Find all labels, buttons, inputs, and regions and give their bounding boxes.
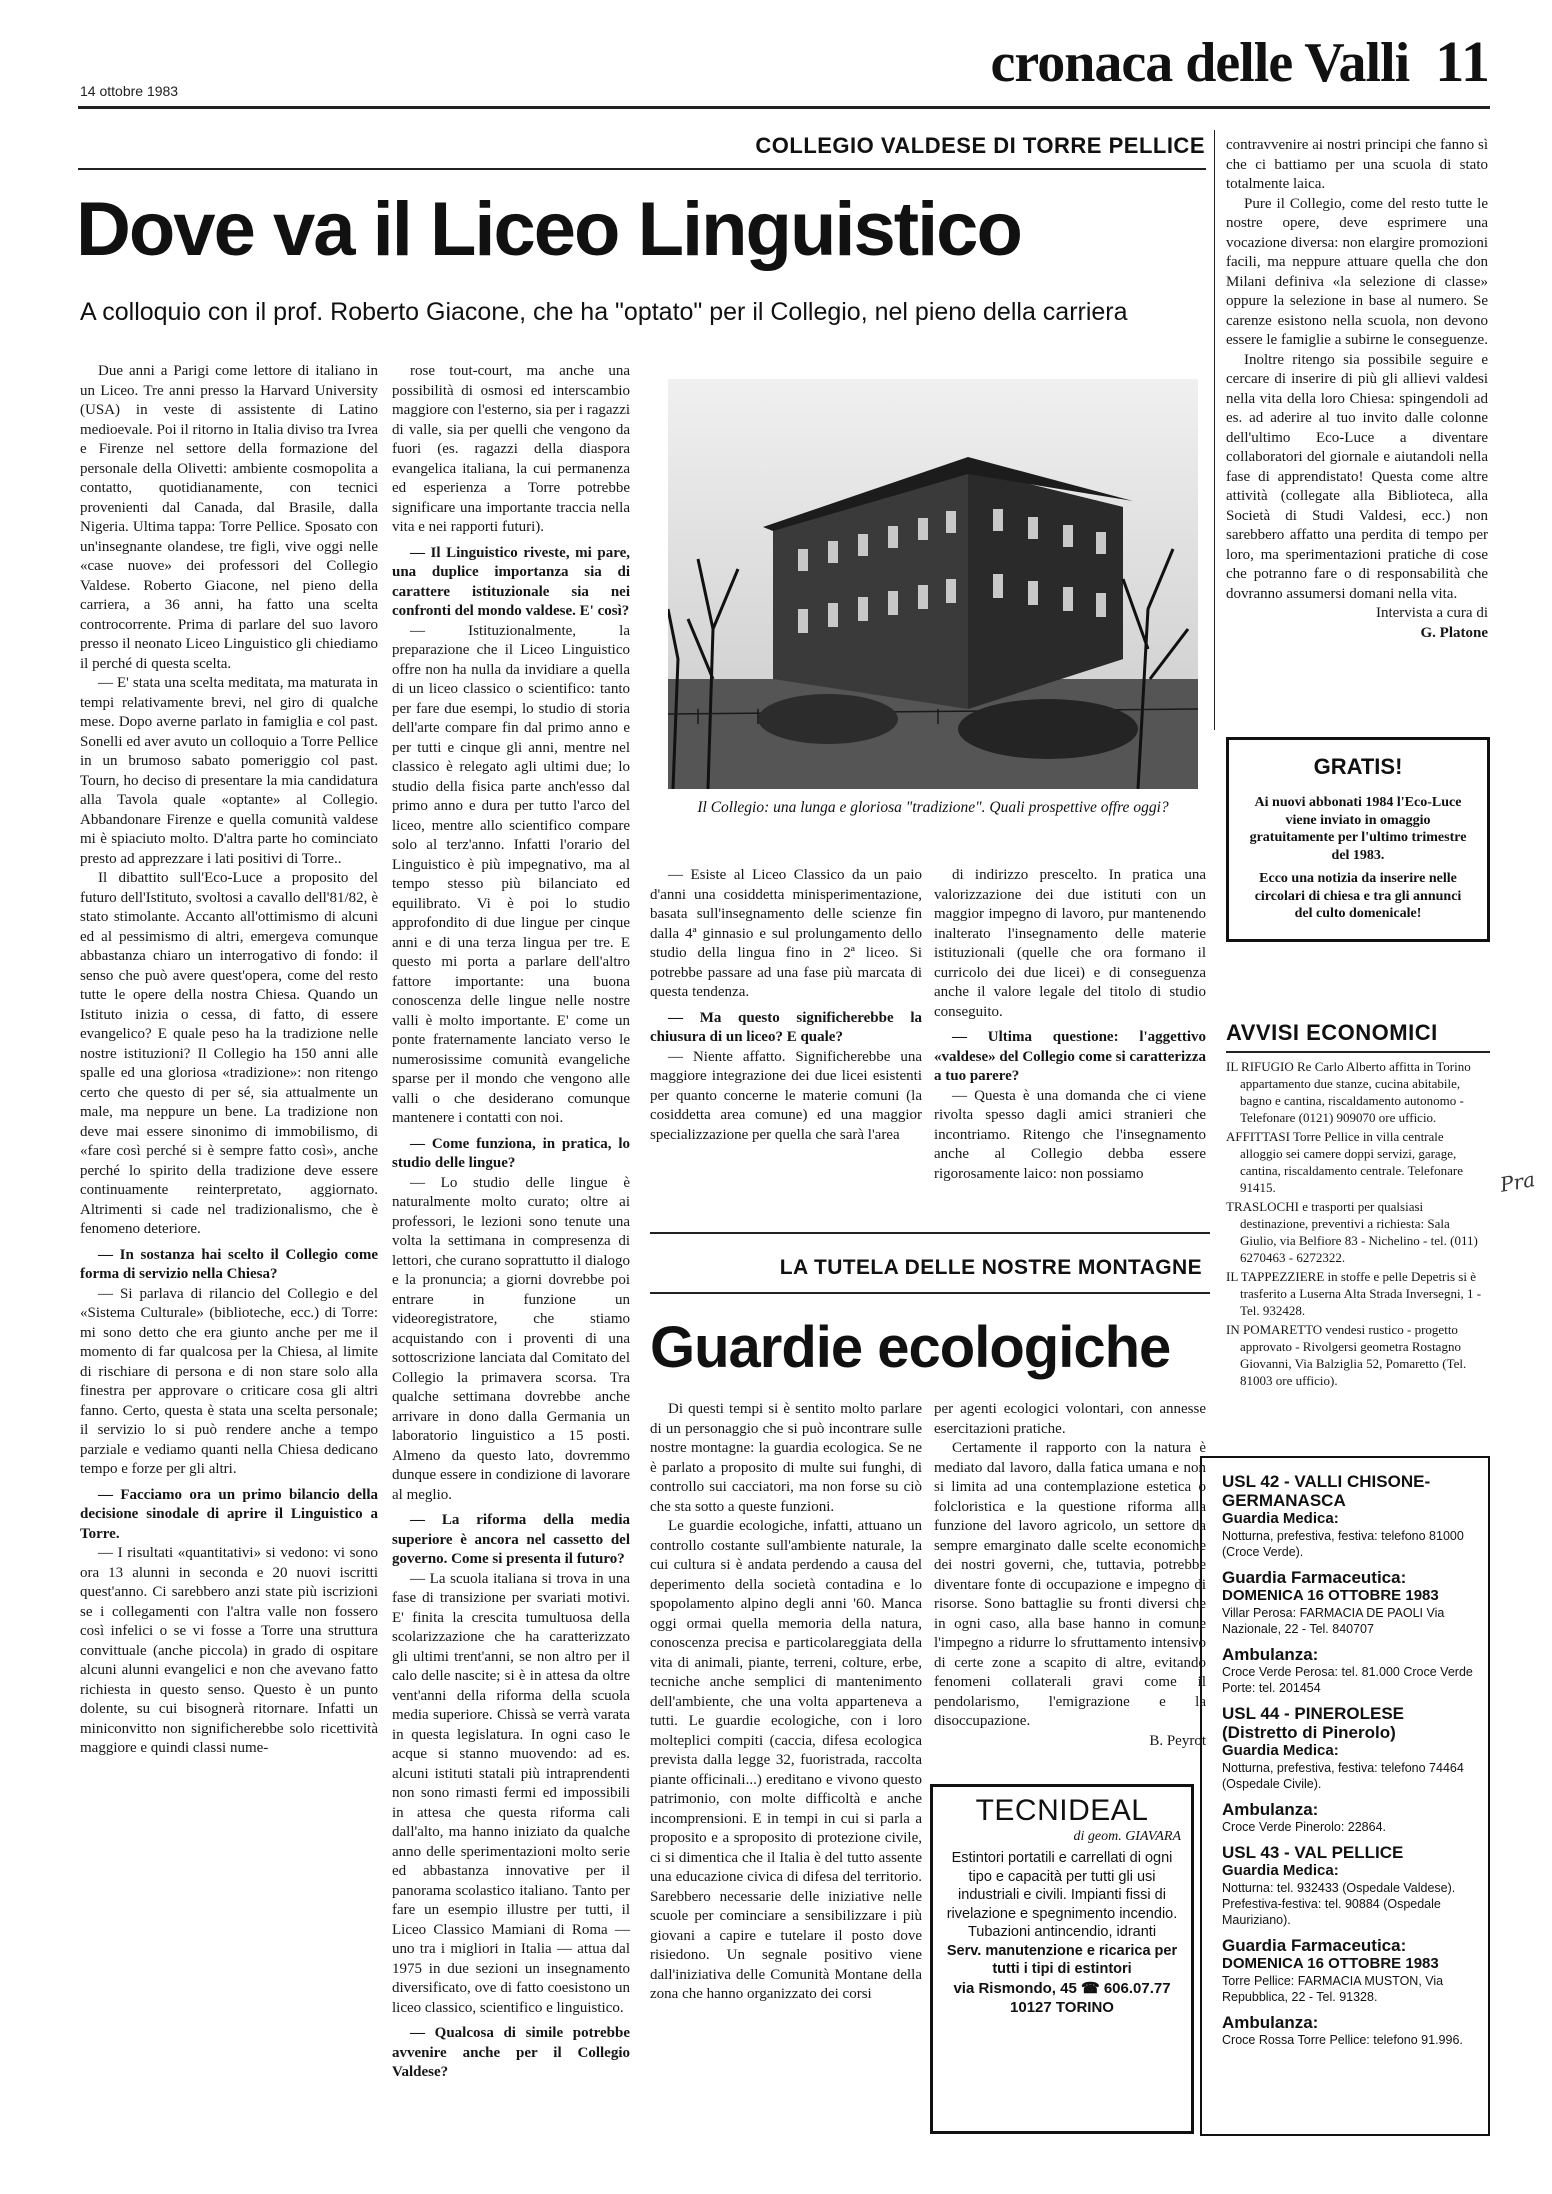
usl-block-subtitle: DOMENICA 16 OTTOBRE 1983	[1222, 1587, 1439, 1604]
classified-ad: IL TAPPEZZIERE in stoffe e pelle Depetris si è trasferito a Luserna Alta Strada Inversegni, 1 - Tel. 932428.	[1226, 1269, 1482, 1318]
usl-block	[1222, 1936, 1474, 2005]
paragraph: contravvenire ai nostri principi che fanno sì che ci battiamo per una scuola di stato totalmente laica.	[1226, 137, 1488, 192]
kicker-rule	[78, 168, 1206, 170]
article2-col1	[650, 1400, 922, 2005]
question: — Facciamo ora un primo bilancio della decisione sinodale di aprire il Linguistico a Torre.	[80, 1486, 378, 1542]
article1-col3	[650, 866, 922, 1145]
paragraph: — Istituzionalmente, la preparazione che il Liceo Linguistico offre non ha nulla da invidiare a quella di un liceo classico o scientifico: tanto per fare due esempi, lo studio di storia dell'arte compare fin dal primo anno e per tutti e cinque gli anni, mentre nel classico è relegato agli ultimi due; lo studio della fisica parte anch'esso dal primo anno e dura per tutto l'arco del liceo, mentre allo scientifico compare solo al terz'anno. Infatti l'orario del Linguistico è più impegnativo, ma al tempo stesso più bilanciato ed equilibrato. Vi è poi lo studio approfondito di due lingue per cinque anni e di una terza lingua per tre. E questo mi porta a parlare dell'altro fattore importante: una buona conoscenza delle lingue nelle nostre valli è molto importante. E' come un ponte fraternamente lanciato verso le numerosissime comunità evangeliche sparse per il mondo che vengono alle valli o che desiderano comunque mantenere i contatti con noi.	[392, 622, 630, 1126]
tecnideal-city: 10127 TORINO	[1010, 1998, 1114, 2016]
usl-block-text: Torre Pellice: FARMACIA MUSTON, Via Repubblica, 22 - Tel. 91328.	[1222, 1974, 1444, 2004]
gratis-title: GRATIS!	[1313, 754, 1403, 779]
article1-col4	[934, 866, 1206, 1184]
collegio-photo-image	[668, 379, 1198, 789]
tecnideal-address: via Rismondo, 45 ☎ 606.07.77	[953, 1979, 1171, 1997]
paragraph: — Questa è una domanda che ci viene rivolta spesso dagli amici stranieri che incontriamo. Ritengo che l'insegnamento anche al Collegio debba essere rigorosamente laico: non possiamo	[934, 1087, 1206, 1182]
usl-block	[1222, 1472, 1474, 1560]
paragraph: Due anni a Parigi come lettore di italiano in un Liceo. Tre anni presso la Harvard University (USA) in veste di assistente di Latino medioevale. Poi il ritorno in Italia diviso tra Ivrea e Firenze nel settore della formazione del personale della Olivetti: ambiente cosmopolita a contatto, quotidianamente, con tecnici provenienti dal Canada, dal Brasile, dalla Nigeria. Ultima tappa: Torre Pellice. Sposato con un'insegnante olandese, tre figli, vive oggi nelle «case nuove» dei professori del Collegio Valdese. Roberto Giacone, nel pieno della carriera, a 36 anni, ha fatto una scelta controcorrente. Prima di parlare del suo lavoro presso il neonato Liceo Linguistico gli chiediamo il perché di questa scelta.	[80, 363, 378, 672]
column-rule	[1214, 130, 1215, 730]
usl-block	[1222, 2013, 1474, 2048]
usl-block	[1222, 1645, 1474, 1696]
usl-block	[1222, 1800, 1474, 1835]
usl-block	[1222, 1704, 1474, 1792]
classified-ad: IN POMARETTO vendesi rustico - progetto approvato - Rivolgersi geometra Rostagno Giovanni, Via Balziglia 52, Pomaretto (Tel. 81003 ore ufficio).	[1226, 1322, 1467, 1388]
usl-block-title: Ambulanza:	[1222, 1800, 1319, 1819]
tecnideal-owner: di geom. GIAVARA	[1073, 1829, 1181, 1844]
usl-block-title: Ambulanza:	[1222, 1645, 1319, 1664]
usl-block-subtitle: Guardia Medica:	[1222, 1862, 1339, 1879]
usl-block-subtitle: Guardia Medica:	[1222, 1742, 1339, 1759]
paragraph: — E' stata una scelta meditata, ma maturata in tempi relativamente brevi, nel giro di qualche mese. Dopo averne parlato in famiglia e col past. Sonelli ed aver avuto un colloquio a Torre Pellice in un brumoso sabato pomeriggio col past. Tourn, ho deciso di presentare la mia candidatura alla Tavola quale «optante» al Collegio. Abbandonare Firenze e quella comunità valdese mi è spiaciuto molto. D'altra parte ho cominciato presto ad apprezzare i lati positivi di Torre..	[80, 675, 378, 867]
usl-block-subtitle: DOMENICA 16 OTTOBRE 1983	[1222, 1955, 1439, 1972]
classified-ad: IL RIFUGIO Re Carlo Alberto affitta in Torino appartamento due stanze, cucina abitabile, bagno e cantina, riscaldamento autonomo - Telefonare (0121) 909070 ore ufficio.	[1226, 1059, 1471, 1125]
tecnideal-desc: Estintori portatili e carrellati di ogni tipo e capacità per tutti gli usi industriali e civili. Impianti fissi di rivelazione e spegnimento incendio. Tubazioni antincendio, idranti	[946, 1850, 1178, 1940]
paragraph: — Si parlava di rilancio del Collegio e del «Sistema Culturale» (biblioteche, ecc.) di Torre: mi sono detto che era giunto anche per me il momento di far qualcosa per la Chiesa, al limite di rischiare di persona e di non stare solo alla finestra per approvare o criticare cosa gli altri fanno. Certo, questa è stata una scelta personale; il servizio lo si può rendere anche a tempo parziale e vediamo quanti nella Chiesa dedicano tempo e forze per gli altri.	[80, 1285, 378, 1477]
question: — In sostanza hai scelto il Collegio come forma di servizio nella Chiesa?	[80, 1246, 378, 1282]
byline-author: G. Platone	[1420, 624, 1488, 641]
gratis-box	[1226, 737, 1490, 942]
article2-kicker-rule	[650, 1292, 1210, 1294]
byline: B. Peyrot	[1149, 1732, 1206, 1749]
section-header	[950, 28, 1490, 100]
paragraph: Il dibattito sull'Eco-Luce a proposito del futuro dell'Istituto, svoltosi a cavallo dell'81/82, è stato stimolante. Accanto all'ottimismo di alcuni ed al pessimismo di altri, emergeva comunque abbastanza chiaro un interrogativo di fondo: il senso che può avere quest'opera, come del resto tutte le opere della nostra Chiesa. Quando un Istituto inizia o cessa, di fatto, di essere evangelico? E quale peso ha la tradizione nelle nostre istituzioni? Il Collegio ha 150 anni alle spalle ed una gloriosa «tradizione»: non ritengo certo che questo di per sé, sia attualmente un male, ma neppure un bene. La tradizione non deve mai essere sinonimo di immobilismo, di «fare così perché si è sempre fatto così», anche perché lo spirito della tradizione deve essere continuamente reinterpretato, aggiornato. Altrimenti si cade nel tradizionalismo, che è fenomeno deteriore.	[80, 870, 378, 1237]
tecnideal-name: TECNIDEAL	[975, 1794, 1149, 1827]
paragraph: — Lo studio delle lingue è naturalmente molto curato; oltre ai professori, le lezioni sono tenute una volta la settimana in compresenza di lettori, che curano soprattutto il dialogo e la pronuncia; a giorni dovrebbe poi entrare in funzione un videoregistratore, che stiamo acquistando con i proventi di una sottoscrizione lanciata dal Comitato del Collegio la primavera scorsa. Tra qualche settimana dovrebbe anche arrivare in dono dalla Germania un laboratorio linguistico a 15 posti. Almeno da questo lato, dovremmo dunque essere in condizione di lavorare al meglio.	[392, 1174, 630, 1503]
question: — Ma questo significherebbe la chiusura di un liceo? E quale?	[650, 1009, 922, 1045]
usl-block-title: Guardia Farmaceutica:	[1222, 1568, 1407, 1587]
tecnideal-ad	[930, 1784, 1194, 2134]
article2-title: Guardie ecologiche	[650, 1315, 1171, 1380]
usl-block-title: USL 42 - VALLI CHISONE-GERMANASCA	[1222, 1472, 1431, 1510]
article1-title: Dove va il Liceo Linguistico	[76, 187, 1021, 272]
usl-block-text: Croce Verde Pinerolo: 22864.	[1222, 1820, 1386, 1834]
article1-subtitle: A colloquio con il prof. Roberto Giacone, che ha "optato" per il Collegio, nel pieno della carriera	[80, 298, 1128, 326]
paragraph: Le guardie ecologiche, infatti, attuano un controllo costante sull'ambiente naturale, la cui cultura si è andata perdendo a causa del deperimento della società contadina e lo spopolamento alpino degli anni '60. Manca oggi ormai quella memoria della natura, conoscenza precisa e particolareggiata della vita di animali, piante, terreni, colture, erbe, tecniche anche semplici di mantenimento dell'ambiente, che una volta apparteneva a tutti. Le guardie ecologiche, con i loro molteplici compiti (caccia, difesa ecologica prevista dalla legge 32, fuoristrada, raccolta piante officinali...) ereditano e vivono questo patrimonio, con molte difficoltà e anche incomprensioni. E in tempi in cui si parla a proposito e a sproposito di protezione civile, ci si dimentica che il Italia è del tutto assente una educazione civica di difesa del territorio. Sarebbero necessarie delle iniziative nelle scuole per cominciare a sensibilizzare i più giovani a capire e tutelare il posto dove risiedono. Un segnale positivo viene dall'iniziativa delle Comunità Montane della zona che hanno organizzato dei corsi	[650, 1518, 922, 2002]
usl-block-text: Notturna, prefestiva, festiva: telefono 74464 (Ospedale Civile).	[1222, 1761, 1464, 1791]
question: — Come funziona, in pratica, lo studio delle lingue?	[392, 1135, 630, 1171]
usl-block-subtitle: Guardia Medica:	[1222, 1510, 1339, 1527]
usl-block-title: USL 44 - PINEROLESE (Distretto di Pinerolo)	[1222, 1704, 1405, 1742]
paragraph: per agenti ecologici volontari, con annesse esercitazioni pratiche.	[934, 1401, 1206, 1437]
paragraph: — La scuola italiana si trova in una fase di transizione per svariati motivi. E' finita la crescita tumultuosa della scolarizzazione che ha caratterizzato gli ultimi trent'anni, se non altro per il calo delle nascite; si è in attesa da oltre vent'anni della riforma della scuola media superiore. Chissà se verrà varata in questa legislatura. In ogni caso le acque si stanno muovendo: ad es. alcuni istituti statali più intraprendenti non sono rimasti fermi ed impossibili in attesa che questa riforma cali dall'alto, ma hanno iniziato da qualche anno delle sperimentazioni molto serie ed abbastanza innovative per il panorama scolastico italiano. Tanto per fare un esempio illustre per tutti, il Liceo Classico Mamiani di Roma — uno tra i migliori in Italia — attua dal 1975 in due sezioni un insegnamento diversificato, ove di fatto coesistono un liceo classico, scientifico e linguistico.	[392, 1570, 630, 2016]
classified-ad: AFFITTASI Torre Pellice in villa centrale alloggio sei camere doppi servizi, garage, cantina, riscaldamento centrale. Telefonare 91415.	[1226, 1129, 1463, 1195]
usl-block-title: Guardia Farmaceutica:	[1222, 1936, 1407, 1955]
article1-col1	[80, 362, 378, 1759]
article1-col5	[1226, 136, 1488, 643]
usl-block-title: Ambulanza:	[1222, 2013, 1319, 2032]
collegio-photo	[668, 379, 1198, 789]
photo-caption: Il Collegio: una lunga e gloriosa "tradizione". Quali prospettive offre oggi?	[697, 799, 1169, 816]
paragraph: — I risultati «quantitativi» si vedono: vi sono ora 13 alunni in seconda e 20 nuovi iscritti quest'anno. Ci sarebbero anzi state più iscrizioni se i collegamenti con l'altra valle non fossero così infelici o se vi fosse a Torre una struttura convittuale (anche piccola) in grado di ospitare alcuni alunni evangelici e non che avevano fatto richiesta in questo senso. Questo è un punto dolente, su cui bisognerà ritornare. Infatti un miniconvitto non significherebbe solo ricettività maggiore e quindi classi nume-	[80, 1545, 378, 1756]
paragraph: Pure il Collegio, come del resto tutte le nostre opere, deve esprimere una vocazione diversa: non elargire promozioni facili, ma neppure attuare quella che don Milani definiva «la selezione di classe» oppure la selezione in base al numero. Se carenze esistono nella scuola, non devono essere le famiglie a subirne le conseguenze.	[1226, 195, 1488, 348]
page-number: 11	[1435, 29, 1490, 94]
avvisi-rule	[1226, 1051, 1490, 1053]
usl-block-text: Notturna: tel. 932433 (Ospedale Valdese). Prefestiva-festiva: tel. 90884 (Ospedale Mauriziano).	[1222, 1881, 1456, 1927]
classified-ad: TRASLOCHI e trasporti per qualsiasi destinazione, preventivi a richiesta: Sala Giulio, via Belfiore 83 - Nichelino - tel. (011) 6270463 - 6272322.	[1226, 1199, 1478, 1265]
usl-block	[1222, 1843, 1474, 1928]
question: — Qualcosa di simile potrebbe avvenire anche per il Collegio Valdese?	[392, 2025, 630, 2080]
article1-col2	[392, 362, 630, 2083]
section-name: cronaca delle Valli	[990, 32, 1410, 94]
paragraph: — Esiste al Liceo Classico da un paio d'anni una cosiddetta minisperimentazione, basata sull'insegnamento delle scienze fin dalla 4ª ginnasio e sul prolungamento dello studio della lingua fino in 2ª liceo. Si potrebbe passare ad una fase più marcata di questa tendenza.	[650, 867, 922, 1000]
article2-kicker: LA TUTELA DELLE NOSTRE MONTAGNE	[779, 1256, 1202, 1279]
question: — Il Linguistico riveste, mi pare, una duplice importanza sia di carattere istituzionale sia nei confronti del mondo valdese. E' così?	[392, 544, 630, 619]
issue-date: 14 ottobre 1983	[80, 83, 179, 99]
paragraph: Certamente il rapporto con la natura è mediato dal lavoro, dalla fatica umana e non si limita ad una contemplazione estetica o folcloristica e la questione riforma alla funzione del lavoro agricolo, un settore da sempre emarginato dalle scelte economiche dei nostri governi, che, tuttavia, potrebbe diventare fonte di occupazione e impegno di risorse. Sono battaglie su fronti diversi che in ogni caso, alla base hanno in comune l'impegno a ridurre lo sfruttamento intensivo di certe zone a scapito di altre, evitando fenomeni collaterali gravi come il pendolarismo, l'emigrazione e la disoccupazione.	[934, 1440, 1206, 1729]
avvisi-title: AVVISI ECONOMICI	[1226, 1020, 1438, 1045]
header-rule	[78, 106, 1490, 109]
usl-block-title: USL 43 - VAL PELLICE	[1222, 1843, 1404, 1862]
article2-top-rule	[650, 1232, 1210, 1234]
paragraph: Di questi tempi si è sentito molto parlare di un personaggio che si può incontrare sulle nostre montagne: la guardia ecologica. Se ne è parlato a proposito di multe sui funghi, di controllo sui cacciatori, ma non forse su ciò che sta sotto a queste funzioni.	[650, 1401, 922, 1515]
article1-kicker: COLLEGIO VALDESE DI TORRE PELLICE	[755, 133, 1205, 158]
usl-block-text: Croce Rossa Torre Pellice: telefono 91.996.	[1222, 2033, 1463, 2047]
question: — Ultima questione: l'aggettivo «valdese» del Collegio come si caratterizza a tuo parere?	[934, 1029, 1206, 1084]
paragraph: — Niente affatto. Significherebbe una maggiore integrazione dei due licei esistenti per quanto concerne le materie comuni (la cosiddetta area comune) ed una maggior specializzazione per quella che sarà l'area	[650, 1048, 922, 1143]
question: — La riforma della media superiore è ancora nel cassetto del governo. Come si presenta il futuro?	[392, 1512, 630, 1567]
byline: Intervista a cura di	[1375, 605, 1488, 621]
gratis-line2: Ecco una notizia da inserire nelle circolari di chiesa e tra gli annunci del culto domenicale!	[1254, 871, 1462, 921]
usl-block-text: Croce Verde Perosa: tel. 81.000 Croce Verde Porte: tel. 201454	[1222, 1665, 1473, 1695]
article2-col2	[934, 1400, 1206, 1751]
paragraph: Inoltre ritengo sia possibile seguire e cercare di inserire di più gli allievi valdesi nella vita della loro Chiesa: spingendoli ad es. ad aderire al tuo invito dalle colonne dell'ultimo Eco-Luce a diventare collaboratori del giornale e aiutandoli nella fase di apprendistato! Questa come altre attività (collegate alla Biblioteca, alla Società di Studi Valdesi, ecc.) non sarebbero affatto una perdita di tempo per loro, ma sperimentazioni pratiche di cose che potranno fare o di responsabilità che dovranno assumersi domani nella vita.	[1226, 351, 1488, 602]
paragraph: rose tout-court, ma anche una possibilità di osmosi ed interscambio maggiore con l'esterno, sia per i ragazzi di valle, sia per quelli che vengono da fuori (es. ragazzi della diaspora evangelica italiana, la cui permanenza ed esperienza a Torre potrebbe significare una importante traccia nella vita e nei rapporti futuri).	[392, 363, 631, 535]
usl-box	[1200, 1456, 1490, 2136]
paragraph: di indirizzo prescelto. In pratica una valorizzazione dei due istituti con un maggior impegno di lavoro, pur mantenendo inalterato l'insegnamento delle materie istituzionali (quelle che ora formano il curricolo dei due licei) e di conseguenza anche il valore legale del titolo di studio conseguito.	[934, 867, 1206, 1020]
margin-note: Pra	[1498, 1167, 1537, 1197]
usl-block	[1222, 1568, 1474, 1637]
avvisi-list	[1226, 1058, 1488, 1391]
gratis-line1: Ai nuovi abbonati 1984 l'Eco-Luce viene inviato in omaggio gratuitamente per l'ultimo trimestre del 1983.	[1249, 795, 1467, 863]
tecnideal-service: Serv. manutenzione e ricarica per tutti i tipi di estintori	[946, 1942, 1178, 1977]
usl-block-text: Notturna, prefestiva, festiva: telefono 81000 (Croce Verde).	[1222, 1529, 1464, 1559]
usl-block-text: Villar Perosa: FARMACIA DE PAOLI Via Nazionale, 22 - Tel. 840707	[1222, 1606, 1445, 1636]
